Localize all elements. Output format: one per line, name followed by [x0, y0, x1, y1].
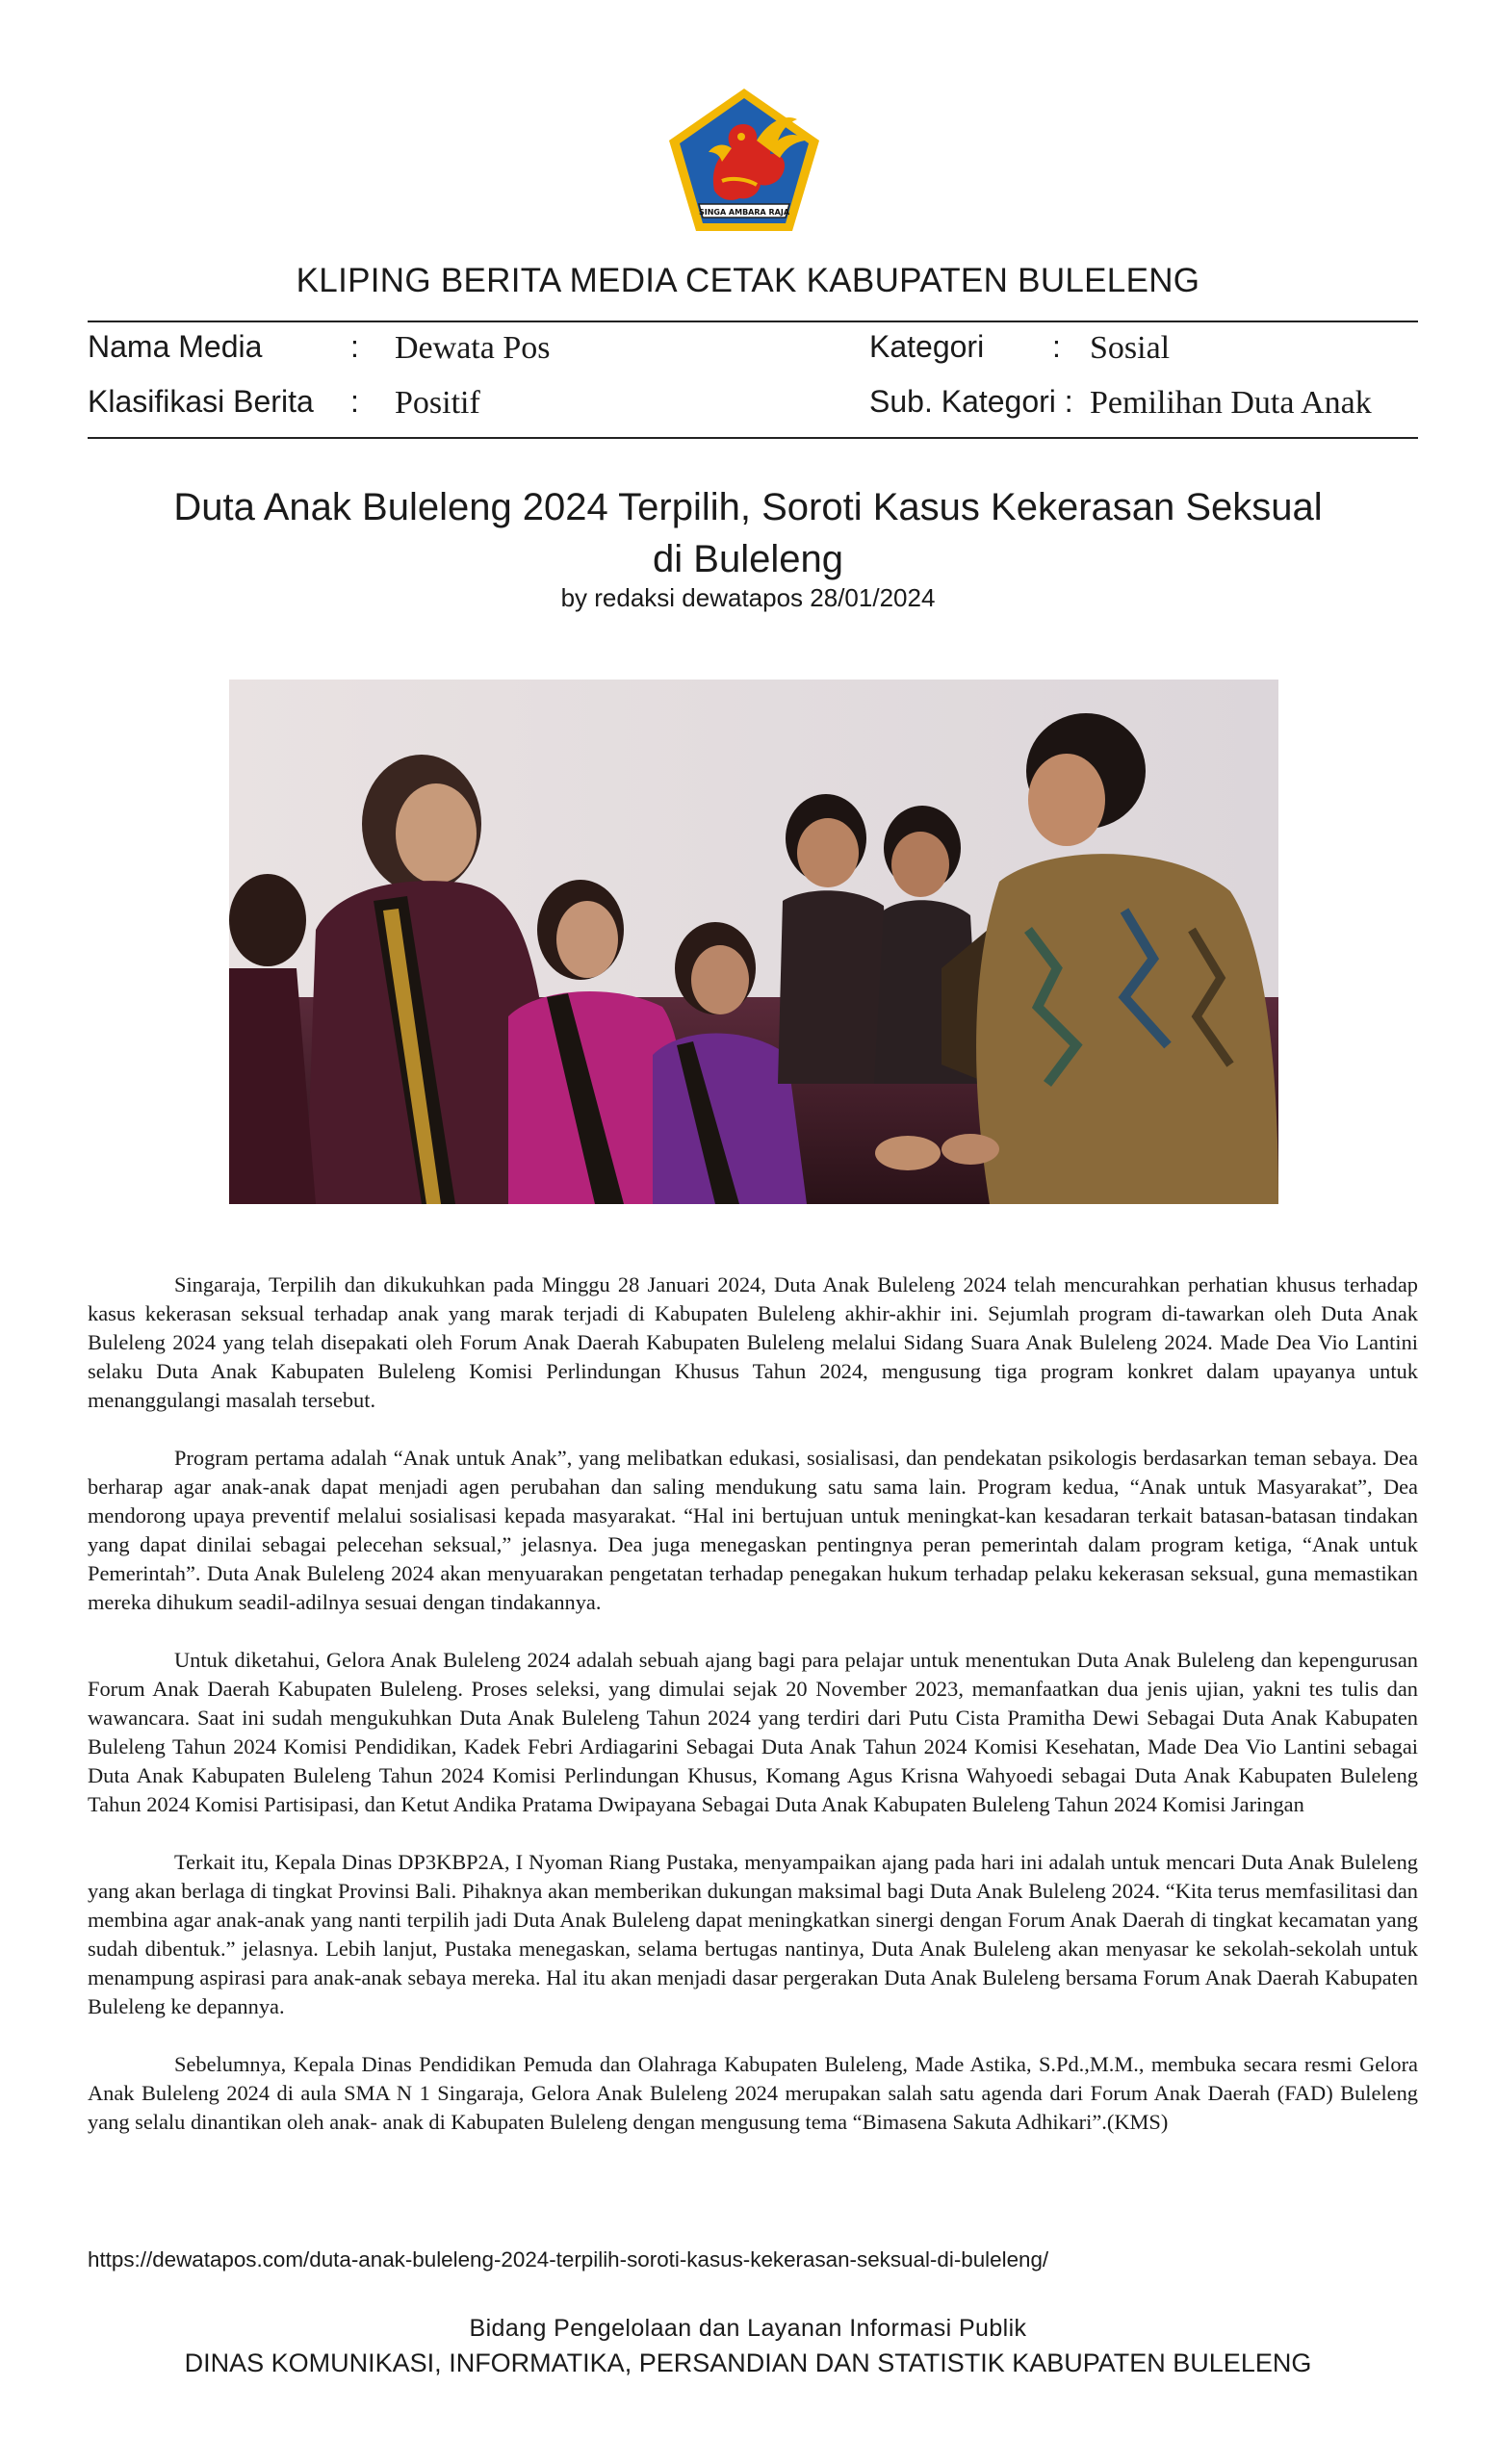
category-value: Sosial — [1090, 330, 1171, 366]
article-byline: by redaksi dewatapos 28/01/2024 — [560, 583, 936, 612]
article-paragraph-1: Singaraja, Terpilih dan dikukuhkan pada Minggu 28 Januari 2024, Duta Anak Buleleng 2024 telah mencurahkan perhatian khusus terhadap kasus kekerasan seksual terhadap anak yang marak terjadi di Kabupaten Buleleng akhir-akhir ini. Sejumlah program di-tawarkan oleh Duta Anak Buleleng 2024 yang telah disepakati oleh Forum Anak Daerah Kabupaten Buleleng melalui Sidang Suara Anak Buleleng 2024. Made Dea Vio Lantini selaku Duta Anak Kabupaten Buleleng Komisi Perlindungan Khusus Tahun 2024, mengusung tiga program konkret dalam upayanya untuk menanggulangi masalah tersebut. — [88, 1272, 1418, 1412]
news-classification-value: Positif — [395, 385, 480, 421]
duta-anak-ceremony-photo-icon — [229, 680, 1278, 1204]
media-name-label: Nama Media — [88, 329, 263, 364]
subcategory-label: Sub. Kategori : — [869, 384, 1073, 419]
article-title — [116, 481, 1380, 585]
subcategory-value: Pemilihan Duta Anak — [1090, 385, 1372, 421]
category-label: Kategori — [869, 329, 985, 364]
article-paragraph-3: Untuk diketahui, Gelora Anak Buleleng 2024 adalah sebuah ajang bagi para pelajar untuk menentukan Duta Anak Buleleng dan kepengurusan Forum Anak Daerah Kabupaten Buleleng. Proses seleksi, yang dimulai sejak 20 November 2023, memanfaatkan dua jenis ujian, yakni tes tulis dan wawancara. Saat ini sudah mengukuhkan Duta Anak Buleleng Tahun 2024 yang terdiri dari Putu Cista Pramitha Dewi Sebagai Duta Anak Kabupaten Buleleng Tahun 2024 Komisi Pendidikan, Kadek Febri Ardiagarini Sebagai Duta Anak Tahun 2024 Komisi Kesehatan, Made Dea Vio Lantini sebagai Duta Anak Kabupaten Buleleng Tahun 2024 Komisi Perlindungan Khusus, Komang Agus Krisna Wahyoedi sebagai Duta Anak Kabupaten Buleleng Tahun 2024 Komisi Partisipasi, dan Ketut Andika Pratama Dwipayana Sebagai Duta Anak Kabupaten Buleleng Tahun 2024 Komisi Jaringan — [88, 1648, 1418, 1816]
header-divider-top — [88, 321, 1418, 322]
media-name-value: Dewata Pos — [395, 330, 551, 366]
clipping-header-title: KLIPING BERITA MEDIA CETAK KABUPATEN BULELENG — [296, 262, 1200, 299]
logo-motto-text: SINGA AMBARA RAJA — [698, 208, 790, 217]
buleleng-regency-logo — [664, 85, 824, 237]
source-link[interactable]: https://dewatapos.com/duta-anak-buleleng-2024-terpilih-soroti-kasus-kekerasan-seksual-di-buleleng/ — [88, 2247, 1049, 2272]
footer-agency: DINAS KOMUNIKASI, INFORMATIKA, PERSANDIAN DAN STATISTIK KABUPATEN BULELENG — [184, 2348, 1312, 2377]
article-body — [88, 1270, 1418, 2166]
news-classification-colon: : — [350, 384, 359, 419]
article-paragraph-5: Sebelumnya, Kepala Dinas Pendidikan Pemuda dan Olahraga Kabupaten Buleleng, Made Astika, S.Pd.,M.M., membuka secara resmi Gelora Anak Buleleng 2024 di aula SMA N 1 Singaraja, Gelora Anak Buleleng 2024 merupakan salah satu agenda dari Forum Anak Daerah (FAD) Buleleng yang selalu dinantikan oleh anak- anak di Kabupaten Buleleng dengan mengusung tema “Bimasena Sakuta Adhikari”.(KMS) — [88, 2052, 1418, 2134]
article-paragraph-4: Terkait itu, Kepala Dinas DP3KBP2A, I Nyoman Riang Pustaka, menyampaikan ajang pada hari ini adalah untuk mencari Duta Anak Buleleng yang akan berlaga di tingkat Provinsi Bali. Pihaknya akan memberikan dukungan maksimal bagi Duta Anak Buleleng 2024. “Kita terus memfasilitasi dan membina agar anak-anak yang nanti terpilih jadi Duta Anak Buleleng dapat meningkatkan sinergi dengan Forum Anak Daerah di tingkat kecamatan yang sudah dibentuk.” jelasnya. Lebih lanjut, Pustaka menegaskan, selama bertugas nantinya, Duta Anak Buleleng akan menyasar ke sekolah-sekolah untuk menampung aspirasi para anak-anak sebaya mereka. Hal itu akan menjadi dasar pergerakan Duta Anak Buleleng bersama Forum Anak Daerah Kabupaten Buleleng ke depannya. — [88, 1850, 1418, 2018]
header-divider-bottom — [88, 437, 1418, 439]
news-classification-label: Klasifikasi Berita — [88, 384, 314, 419]
footer-department: Bidang Pengelolaan dan Layanan Informasi Publik — [469, 2315, 1027, 2342]
article-photo — [229, 680, 1278, 1204]
singa-ambara-raja-emblem-icon — [664, 85, 824, 237]
media-name-colon: : — [350, 329, 359, 364]
article-title-line-1: Duta Anak Buleleng 2024 Terpilih, Soroti Kasus Kekerasan Seksual — [173, 486, 1323, 528]
category-colon: : — [1052, 329, 1061, 364]
article-title-line-2: di Buleleng — [653, 538, 843, 580]
article-paragraph-2: Program pertama adalah “Anak untuk Anak”, yang melibatkan edukasi, sosialisasi, dan pendekatan psikologis berdasarkan teman sebaya. Dea berharap agar anak-anak dapat menjadi agen perubahan dan saling mendukung satu sama lain. Program kedua, “Anak untuk Masyarakat”, Dea mendorong upaya preventif melalui sosialisasi kepada masyarakat. “Hal ini bertujuan untuk meningkat-kan kesadaran terkait batasan-batasan tindakan yang dapat dinilai sebagai pelecehan seksual,” jelasnya. Dea juga menegaskan pentingnya peran pemerintah dalam program ketiga, “Anak untuk Pemerintah”. Duta Anak Buleleng 2024 akan menyuarakan pengetatan terhadap penegakan hukum terhadap pelaku kekerasan seksual, guna memastikan mereka dihukum seadil-adilnya sesuai dengan tindakannya. — [88, 1446, 1418, 1614]
